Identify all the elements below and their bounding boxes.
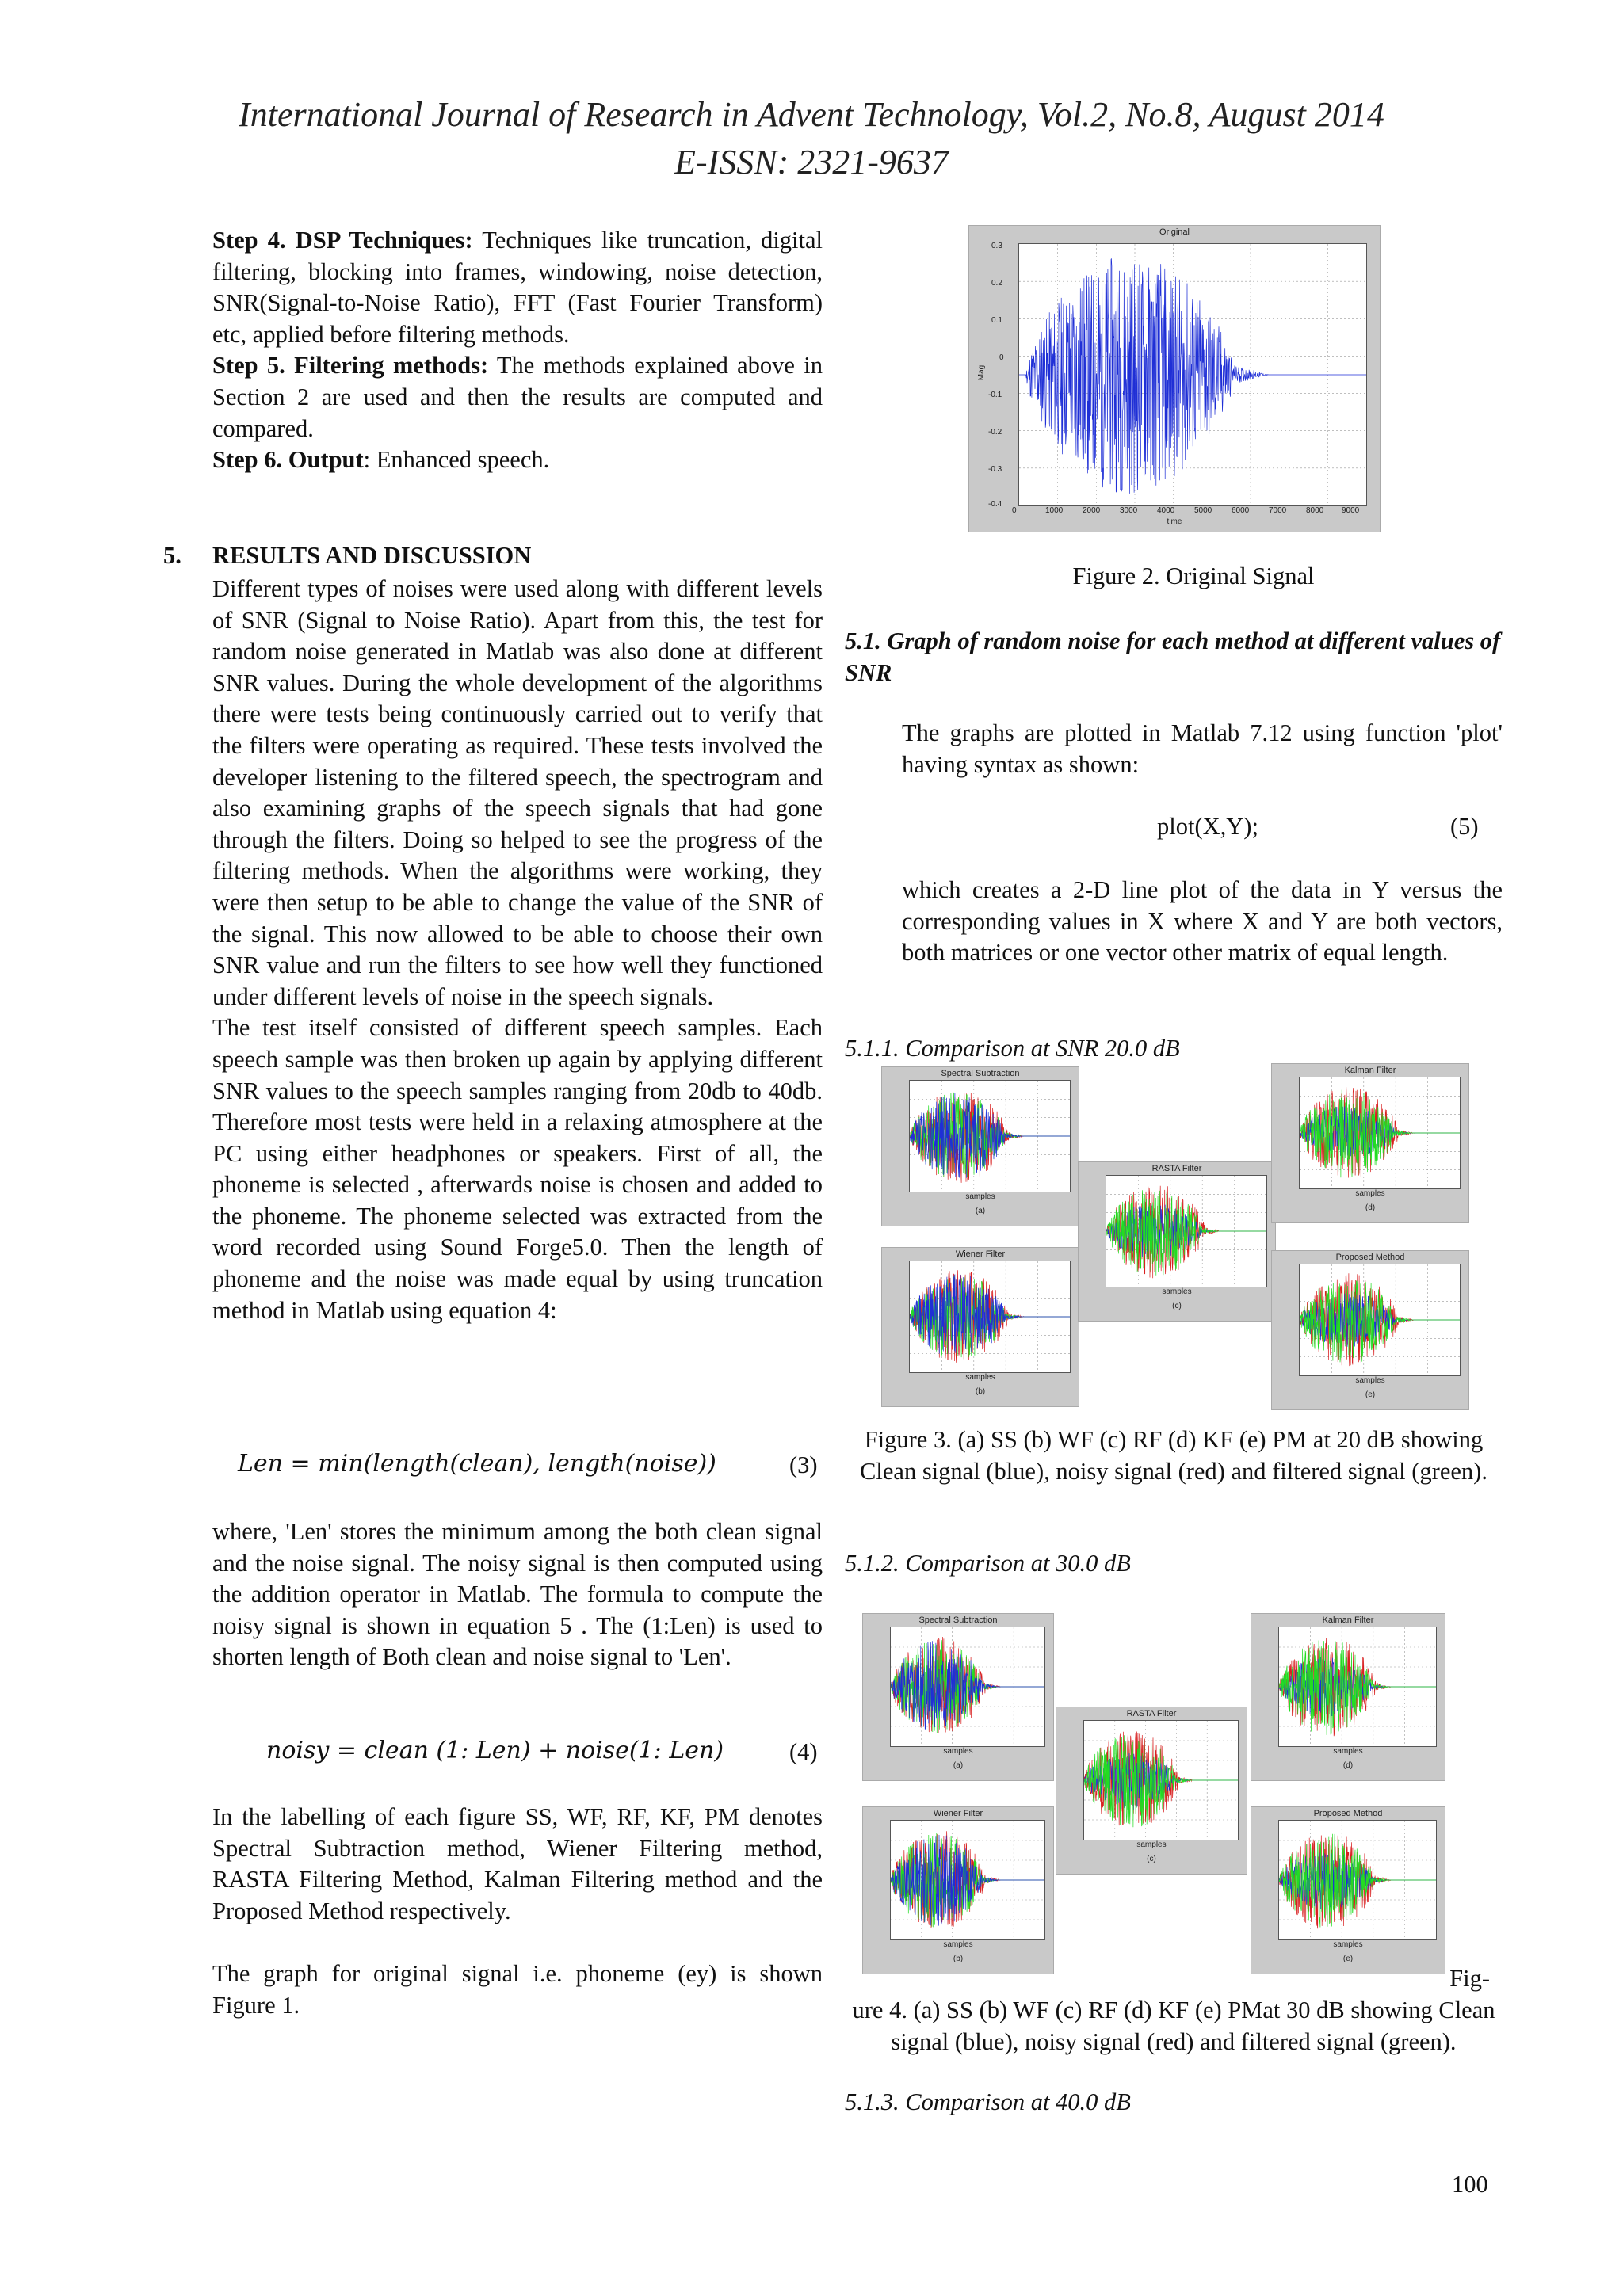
- ytick: 0.1: [991, 316, 1002, 325]
- xtick: 9000: [1342, 506, 1360, 515]
- xtick: 2000: [1083, 506, 1101, 515]
- panel-waveform: [1279, 1821, 1436, 1939]
- ytick: -0.4: [988, 500, 1002, 509]
- panel-plot-area: [890, 1820, 1045, 1940]
- panel-letter: (e): [1342, 1955, 1354, 1963]
- panel-title: Wiener Filter: [933, 1809, 983, 1818]
- figure-3-caption: Figure 3. (a) SS (b) WF (c) RF (d) KF (e) PM at 20 dB showing Clean signal (blue), noisy signal (red) and filtered signal (green).: [860, 1426, 1487, 1485]
- paragraph-len: where, 'Len' stores the minimum among the both clean signal and the noise signal. The noisy signal is then computed using the addition operator in Matlab. The formula to compute the noisy signal is shown in equation 5 . The (1:Len) is used to shorten length of Both clean and noise signal to 'Len'.: [212, 1518, 823, 1671]
- ytick: 0.2: [991, 279, 1002, 288]
- plot-text: [902, 718, 1503, 780]
- original-xlabel: time: [1167, 517, 1182, 526]
- panel-plot-area: [1299, 1264, 1461, 1376]
- panel-xlabel: samples: [943, 1747, 973, 1756]
- panel-plot-area: [1278, 1627, 1437, 1747]
- panel-xlabel: samples: [1355, 1376, 1385, 1385]
- ytick: -0.1: [988, 391, 1002, 399]
- panel-waveform: [1279, 1627, 1436, 1746]
- panel-plot-area: [1299, 1077, 1461, 1189]
- journal-header: International Journal of Research in Advent Technology, Vol.2, No.8, August 2014: [239, 95, 1384, 134]
- panel-waveform: [910, 1261, 1070, 1372]
- panel-wf: [881, 1247, 1079, 1407]
- panel-pm: [1271, 1250, 1469, 1410]
- xtick: 7000: [1269, 506, 1287, 515]
- xtick: 5000: [1194, 506, 1212, 515]
- results-text: [212, 574, 823, 1326]
- panel-ss: [862, 1613, 1054, 1781]
- panel-letter: (e): [1365, 1390, 1376, 1399]
- panel-xlabel: samples: [943, 1940, 973, 1949]
- panel-xlabel: samples: [965, 1373, 995, 1382]
- panel-letter: (c): [1147, 1855, 1156, 1863]
- panel-kf: [1271, 1063, 1469, 1223]
- panel-xlabel: samples: [965, 1192, 995, 1201]
- panel-plot-area: [1083, 1720, 1239, 1840]
- panel-waveform: [1084, 1721, 1238, 1840]
- xtick: 1000: [1045, 506, 1064, 515]
- original-plot-area: [1018, 243, 1367, 506]
- figure-4-caption-start: Fig-: [1449, 1965, 1490, 1992]
- figure-2-caption: Figure 2. Original Signal: [1072, 563, 1315, 589]
- subsection-5-1-1: 5.1.1. Comparison at SNR 20.0 dB: [845, 1035, 1180, 1062]
- panel-title: Kalman Filter: [1322, 1615, 1374, 1625]
- xtick: 8000: [1306, 506, 1324, 515]
- step-5: [212, 350, 823, 444]
- panel-plot-area: [909, 1080, 1071, 1192]
- labelling-text: [212, 1802, 823, 1927]
- figure-original-title: Original: [1159, 227, 1190, 237]
- step-6-label: Step 6. Output: [212, 446, 364, 474]
- panel-ss: [881, 1066, 1079, 1226]
- step-6-text: : Enhanced speech.: [363, 446, 550, 474]
- panel-xlabel: samples: [1333, 1747, 1363, 1756]
- clean-signal-line: [891, 1641, 1044, 1732]
- panel-rf: [1056, 1707, 1247, 1875]
- panel-title: Proposed Method: [1335, 1253, 1405, 1262]
- panel-waveform: [1300, 1264, 1460, 1375]
- step-5-text: The methods explained above in Section 2 are used and then the results are computed and compared.: [212, 352, 823, 442]
- panel-title: Wiener Filter: [955, 1249, 1006, 1259]
- issn-header: E-ISSN: 2321-9637: [674, 143, 949, 181]
- panel-xlabel: samples: [1333, 1940, 1363, 1949]
- ytick: -0.3: [988, 465, 1002, 474]
- panel-letter: (b): [975, 1387, 986, 1396]
- paragraph-noise-tests: Different types of noises were used along with different levels of SNR (Signal to Noise Ratio). Apart from this, the test for random noise generated in Matlab was also done at different SNR values. During the whole development of the algorithms there were tests being continuously carried out to verify that the filters were operating as required. These tests involved the developer listening to the filtered speech, the spectrogram and also examining graphs of the speech signals that had gone through the filters. Doing so helped to see the progress of the filtering methods. When the algorithms were working, they were then setup to be able to change the value of the SNR of the signal. This now allowed to be able to choose their own SNR value and run the filters to see how well they functioned under different levels of noise in the speech signals.: [212, 575, 823, 1010]
- step-4: [212, 225, 823, 350]
- step-4-text: Techniques like truncation, digital filtering, blocking into frames, windowing, noise detection, SNR(Signal-to-Noise Ratio), FFT (Fast Fourier Transform) etc, applied before filtering methods.: [212, 227, 823, 348]
- panel-plot-area: [1106, 1175, 1267, 1287]
- xtick: 4000: [1157, 506, 1175, 515]
- subsection-5-1-3: 5.1.3. Comparison at 40.0 dB: [845, 2088, 1131, 2115]
- panel-plot-area: [890, 1627, 1045, 1747]
- ytick: -0.2: [988, 428, 1002, 437]
- equation-5-number: (5): [1450, 813, 1479, 840]
- xtick: 0: [1012, 506, 1017, 515]
- xtick: 3000: [1120, 506, 1138, 515]
- paragraph-test-samples: The test itself consisted of different speech samples. Each speech sample was then broken up again by applying different SNR values to the speech samples ranging from 20db to 40db. Therefore most tests were held in a relaxing atmosphere at the PC using either headphones or speakers. First of all, the phoneme is selected , afterwards noise is chosen and added to the phoneme. The phoneme selected was extracted from the word recorded using Sound Forge5.0. Then the length of phoneme and the noise was made equal by using truncation method in Matlab using equation 4:: [212, 1014, 823, 1324]
- equation-3-number: (3): [789, 1451, 818, 1478]
- equation-4-number: (4): [789, 1738, 818, 1765]
- panel-waveform: [910, 1081, 1070, 1192]
- panel-xlabel: samples: [1136, 1840, 1167, 1849]
- paragraph-labelling: In the labelling of each figure SS, WF, RF, KF, PM denotes Spectral Subtraction method, Wiener Filtering method, RASTA Filtering Method, Kalman Filtering method and the Proposed Method respectively.: [212, 1803, 823, 1924]
- panel-title: RASTA Filter: [1126, 1709, 1177, 1718]
- figure-4-caption: ure 4. (a) SS (b) WF (c) RF (d) KF (e) PMat 30 dB showing Clean signal (blue), noisy signal (red) and filtered signal (green).: [852, 1997, 1495, 2055]
- equation-3: Len = min(length(clean), length(noise)): [238, 1450, 716, 1478]
- paragraph-original-graph: The graph for original signal i.e. phoneme (ey) is shown Figure 1.: [212, 1960, 823, 2019]
- original-ylabel: Mag: [977, 364, 987, 381]
- panel-title: RASTA Filter: [1151, 1164, 1202, 1173]
- panel-waveform: [891, 1821, 1044, 1939]
- equation-5: plot(X,Y);: [1157, 813, 1258, 840]
- panel-waveform: [1300, 1077, 1460, 1188]
- panel-title: Spectral Subtraction: [918, 1615, 998, 1625]
- panel-xlabel: samples: [1355, 1189, 1385, 1198]
- ytick: 0.3: [991, 242, 1002, 250]
- section-heading: [163, 542, 531, 570]
- equation-4: noisy = clean (1: Len) + noise(1: Len): [266, 1737, 724, 1764]
- xtick: 6000: [1232, 506, 1250, 515]
- plot-text-2: [902, 875, 1503, 969]
- panel-title: Proposed Method: [1313, 1809, 1383, 1818]
- page-number: 100: [1452, 2171, 1488, 2198]
- step-4-label: Step 4. DSP Techniques:: [212, 227, 473, 254]
- panel-wf: [862, 1806, 1054, 1974]
- panel-title: Spectral Subtraction: [941, 1069, 1020, 1078]
- panel-waveform: [1106, 1176, 1266, 1287]
- panel-letter: (a): [975, 1207, 986, 1215]
- filtered-signal-line: [1106, 1189, 1266, 1276]
- step-6: [212, 444, 823, 476]
- panel-waveform: [891, 1627, 1044, 1746]
- len-explanation: [212, 1516, 823, 1673]
- panel-plot-area: [909, 1261, 1071, 1373]
- panel-plot-area: [1278, 1820, 1437, 1940]
- paragraph-plot: The graphs are plotted in Matlab 7.12 using function 'plot' having syntax as shown:: [902, 719, 1503, 778]
- panel-letter: (c): [1172, 1302, 1182, 1310]
- panel-letter: (d): [1365, 1203, 1376, 1212]
- subsection-5-1-2: 5.1.2. Comparison at 30.0 dB: [845, 1550, 1131, 1577]
- section-number: 5.: [163, 542, 181, 569]
- step-5-label: Step 5. Filtering methods:: [212, 352, 489, 379]
- original-graph-text: [212, 1958, 823, 2021]
- figure-original-signal: [968, 225, 1381, 532]
- ytick: 0: [999, 353, 1004, 362]
- panel-pm: [1251, 1806, 1445, 1974]
- panel-xlabel: samples: [1162, 1287, 1192, 1296]
- panel-letter: (b): [953, 1955, 964, 1963]
- panel-kf: [1251, 1613, 1445, 1781]
- subsection-5-1: 5.1. Graph of random noise for each method at different values of SNR: [845, 627, 1501, 686]
- section-title: RESULTS AND DISCUSSION: [212, 542, 532, 569]
- original-signal-line: [1019, 258, 1366, 494]
- panel-letter: (d): [1342, 1761, 1354, 1770]
- left-column: [212, 225, 823, 476]
- panel-rf: [1078, 1161, 1276, 1322]
- panel-letter: (a): [953, 1761, 964, 1770]
- original-waveform: [1019, 244, 1366, 505]
- panel-title: Kalman Filter: [1344, 1066, 1396, 1075]
- paragraph-plot-2: which creates a 2-D line plot of the data in Y versus the corresponding values in X where X and Y are both vectors, both matrices or one vector other matrix of equal length.: [902, 876, 1503, 967]
